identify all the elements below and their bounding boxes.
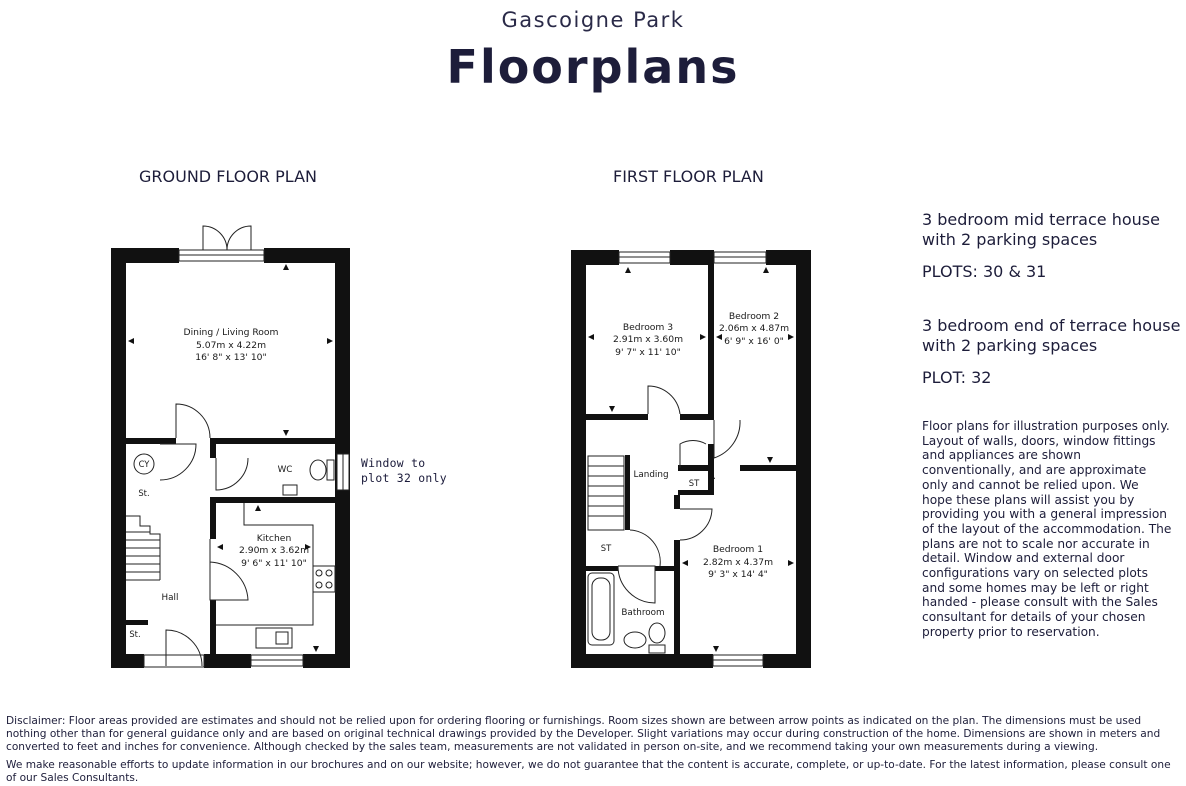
landing-label: Landing: [633, 470, 669, 480]
dining-room-imperial: 16' 8" x 13' 10": [195, 352, 267, 363]
ff-wall-bed2-left: [708, 265, 714, 420]
disclaimer-paragraph-1: Disclaimer: Floor areas provided are estimates and should not be relied upon for ordering flooring or furnishings. Room sizes shown are between arrow points as indicated on the plan. The dimensions must be used nothing other than for general guidance only and are based on original technical drawings provided by the Developer. Slight variations may occur during construction of the home. Dimensions are shown in meters and converted to feet and inches for convenience. Although checked by the sales team, measurements are not validated in person on-site, and we recommend taking your own measurements during a viewing.: [6, 715, 1161, 754]
kitchen-metric: 2.90m x 3.62m: [238, 545, 310, 556]
st-left-label: ST: [600, 543, 612, 553]
gf-stairs: [126, 516, 160, 580]
ground-floor-plan: [105, 218, 445, 674]
wc-basin: [283, 485, 297, 495]
store-lower-label: St.: [129, 629, 141, 639]
gf-wall-kitchen-left-a: [210, 503, 216, 539]
store-upper-label: St.: [138, 488, 150, 498]
illustration-note: Floor plans for illustration purposes only. Layout of walls, doors, window fittings and appliances are shown conventionally, and are approximate only and cannot be relied upon. We hope these plans will assist you by providing you with a general impression of the layout of the accommodation. The plans are not to scale nor accurate in detail. Window and external door configurations vary on selected plots and some homes may be left or right handed - please consult with the Sales consultant for details of your chosen property prior to reservation.: [922, 419, 1172, 639]
gf-wall-kitchen-left-b: [210, 600, 216, 654]
dining-room-name: Dining / Living Room: [183, 327, 279, 338]
bedroom1-imperial: 9' 3" x 14' 4": [708, 569, 768, 580]
gf-wall-kitchen-top: [210, 497, 335, 503]
bedroom1-name: Bedroom 1: [712, 544, 764, 555]
cupboard-door-swing: [160, 444, 196, 480]
bedroom1-metric: 2.82m x 4.37m: [702, 557, 774, 568]
ff-stairs: [588, 456, 624, 530]
ff-wall-bed3-bottom-b: [680, 414, 710, 420]
gf-wall-top-left: [111, 248, 179, 263]
hall-label: Hall: [161, 593, 179, 603]
window-note-line2: plot 32 only: [361, 471, 447, 485]
ff-wall-st-top: [678, 465, 708, 471]
bedroom3-name: Bedroom 3: [622, 322, 674, 333]
ff-wall-right: [796, 250, 811, 668]
ff-wall-st-bottom: [678, 490, 714, 495]
hob: [313, 566, 335, 592]
bed2-door-swing: [714, 420, 740, 458]
gf-dimension-arrows: [128, 264, 333, 652]
ff-wall-bottom-left: [571, 654, 713, 668]
patio-door-left: [203, 226, 227, 250]
st-left-door-swing: [630, 530, 660, 566]
st-right-label: ST: [688, 478, 700, 488]
window-note-line1: Window to: [361, 456, 426, 470]
bathroom-basin: [624, 632, 646, 648]
bed1-door-swing: [680, 509, 712, 540]
bedroom2-metric: 2.06m x 4.87m: [718, 323, 790, 334]
gf-wall-wc-left: [210, 444, 216, 458]
kitchen-sink: [256, 628, 292, 648]
patio-door-right: [227, 226, 251, 250]
ff-wall-bottom-right: [763, 654, 811, 668]
plots-2: PLOT: 32: [922, 368, 992, 387]
disclaimer: [6, 715, 1176, 785]
page-title: Floorplans: [446, 40, 740, 94]
gf-wall-bottom-right: [303, 654, 350, 668]
house-type-2-line2: with 2 parking spaces: [922, 336, 1098, 355]
gf-wall-bottom-mid: [204, 654, 251, 668]
house-type-2: [922, 316, 1184, 356]
gf-wall-store: [126, 620, 148, 625]
ff-wall-bath-top-b: [655, 566, 674, 571]
plots-1: PLOTS: 30 & 31: [922, 262, 1047, 281]
ff-wall-top-left: [571, 250, 619, 265]
bedroom2-name: Bedroom 2: [728, 311, 780, 322]
wc-door-swing: [216, 458, 248, 490]
ff-wall-bath-top-a: [586, 566, 618, 571]
bathroom-toilet: [649, 623, 665, 643]
development-name: Gascoigne Park: [501, 8, 685, 32]
hall-door-swing: [176, 404, 210, 438]
kitchen-name: Kitchen: [256, 533, 292, 544]
front-door-frame: [144, 655, 204, 667]
st-door-swing: [680, 441, 706, 468]
ff-wall-left: [571, 250, 586, 668]
wc-label: WC: [277, 465, 293, 475]
ff-wall-landing-left: [625, 455, 630, 530]
bed3-door-swing: [648, 386, 680, 414]
bedroom3-imperial: 9' 7" x 11' 10": [615, 347, 681, 358]
ff-wall-bed2-bottom: [740, 465, 796, 471]
dining-room-metric: 5.07m x 4.22m: [195, 340, 267, 351]
first-floor-heading: FIRST FLOOR PLAN: [613, 167, 764, 186]
ff-wall-bed1-left-a: [674, 495, 680, 509]
ff-wall-top-mid: [670, 250, 714, 265]
cy-label: CY: [138, 459, 150, 469]
gf-wall-wc-top: [210, 438, 335, 444]
kitchen-imperial: 9' 6" x 11' 10": [241, 558, 307, 569]
house-type-1-line2: with 2 parking spaces: [922, 230, 1098, 249]
bathroom-label: Bathroom: [621, 608, 665, 618]
ff-wall-bed1-left-b: [674, 540, 680, 654]
bedroom2-imperial: 6' 9" x 16' 0": [724, 336, 784, 347]
bedroom3-metric: 2.91m x 3.60m: [612, 334, 684, 345]
gf-wall-hall-top: [126, 438, 176, 444]
house-type-2-line1: 3 bedroom end of terrace house: [922, 316, 1181, 335]
gf-wall-bottom-left: [111, 654, 144, 668]
ff-wall-st-right: [708, 444, 714, 494]
gf-wall-top-right: [264, 248, 350, 263]
house-type-1: [922, 210, 1182, 250]
ff-wall-top-right: [766, 250, 811, 265]
house-type-1-line1: 3 bedroom mid terrace house: [922, 210, 1160, 229]
bath-door-swing: [618, 566, 655, 603]
gf-wall-left: [111, 248, 126, 668]
first-floor-plan: [565, 240, 815, 674]
disclaimer-paragraph-2: We make reasonable efforts to update information in our brochures and on our website; however, we do not guarantee that the content is accurate, complete, or up-to-date. For the latest information, please consult one of our Sales Consultants.: [6, 758, 1171, 784]
ff-wall-bed3-bottom-a: [586, 414, 648, 420]
ground-floor-heading: GROUND FLOOR PLAN: [139, 167, 317, 186]
wc-toilet: [310, 460, 326, 480]
